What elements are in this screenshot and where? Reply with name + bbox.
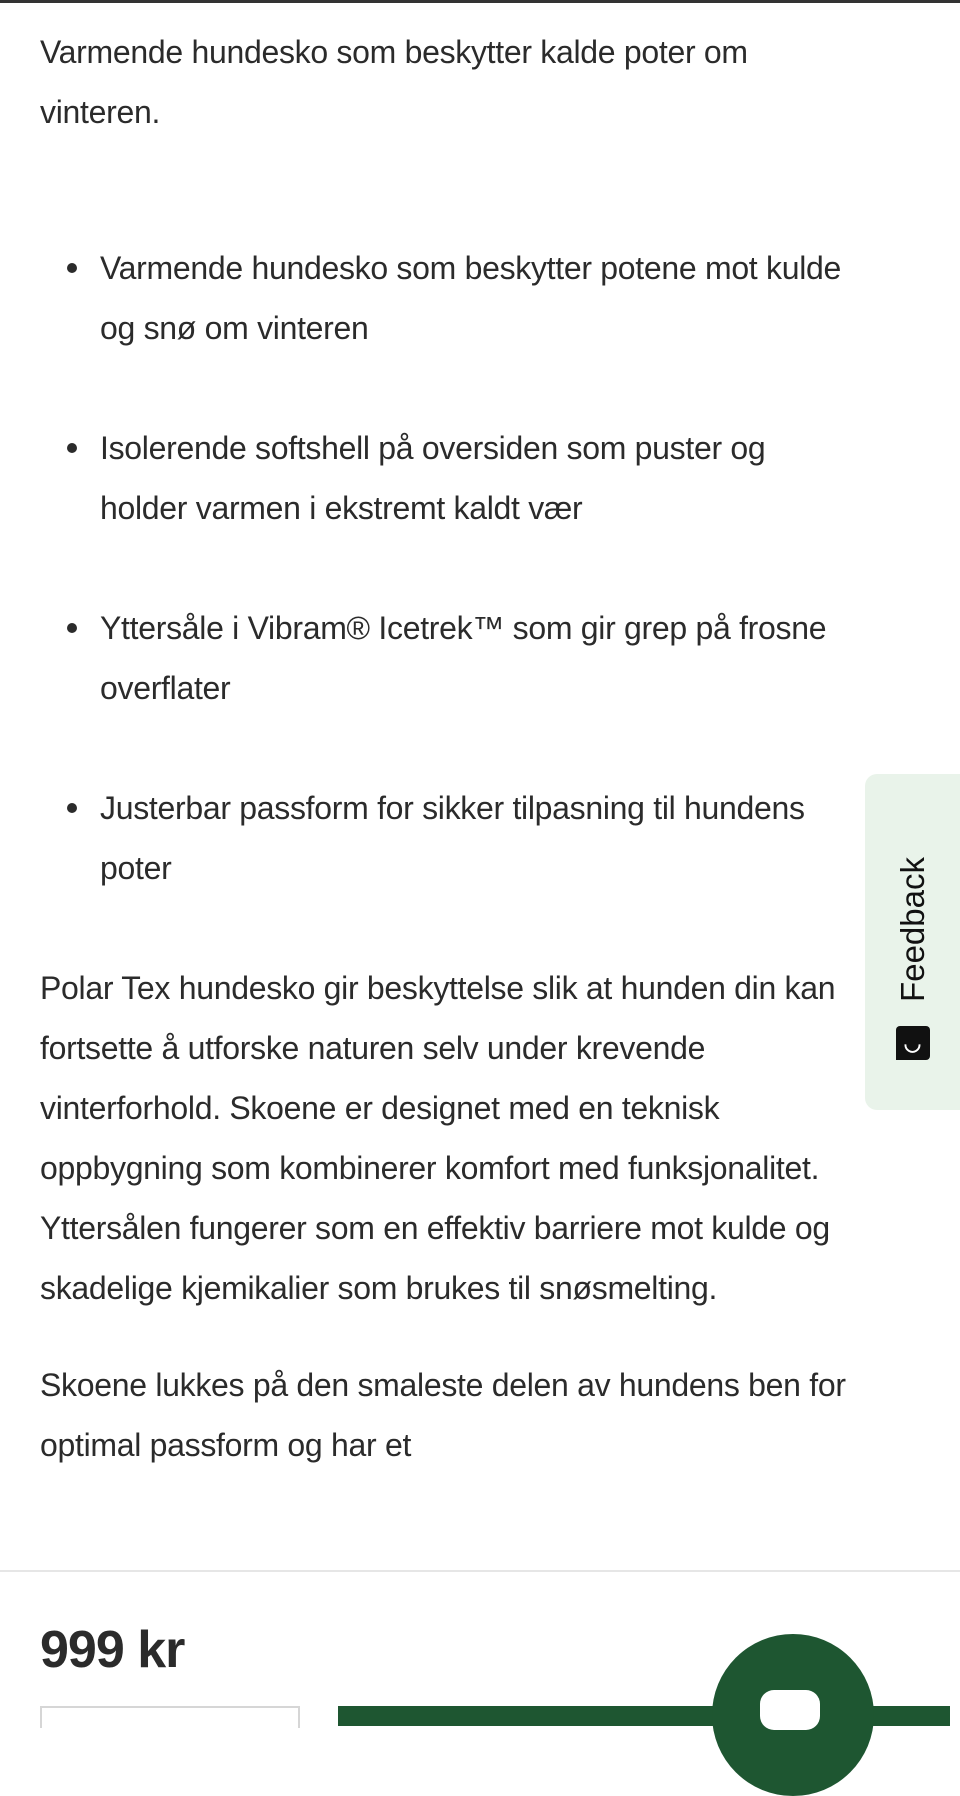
intro-text: Varmende hundesko som beskytter kalde poter om vinteren. <box>40 34 748 130</box>
sticky-purchase-bar <box>0 1570 960 1709</box>
list-item: Justerbar passform for sikker tilpasning til hundens poter <box>100 778 855 898</box>
feature-list <box>40 238 855 898</box>
chat-button[interactable] <box>712 1634 874 1796</box>
description-paragraph: Skoene lukkes på den smaleste delen av hundens ben for optimal passform og har et <box>40 1367 846 1463</box>
top-divider <box>0 0 960 3</box>
chat-icon <box>760 1690 820 1730</box>
description-paragraph: Polar Tex hundesko gir beskyttelse slik at hunden din kan fortsette å utforske naturen selv under krevende vinterforhold. Skoene er designet med en teknisk oppbygning som kombinerer komfort med funksjonalitet. Yttersålen fungerer som en effektiv barriere mot kulde og skadelige kjemikalier som brukes til snøsmelting. <box>40 970 836 1306</box>
list-item: Yttersåle i Vibram® Icetrek™ som gir grep på frosne overflater <box>100 598 855 718</box>
list-item: Varmende hundesko som beskytter potene mot kulde og snø om vinteren <box>100 238 855 358</box>
feedback-tab[interactable] <box>865 774 960 1110</box>
size-select[interactable] <box>40 1706 300 1728</box>
price: 999 kr <box>40 1621 185 1679</box>
list-item: Isolerende softshell på oversiden som puster og holder varmen i ekstremt kaldt vær <box>100 418 855 538</box>
feedback-label: Feedback <box>893 857 931 1002</box>
product-description <box>40 22 855 1475</box>
smiley-chat-icon: ◡ <box>896 1026 930 1060</box>
